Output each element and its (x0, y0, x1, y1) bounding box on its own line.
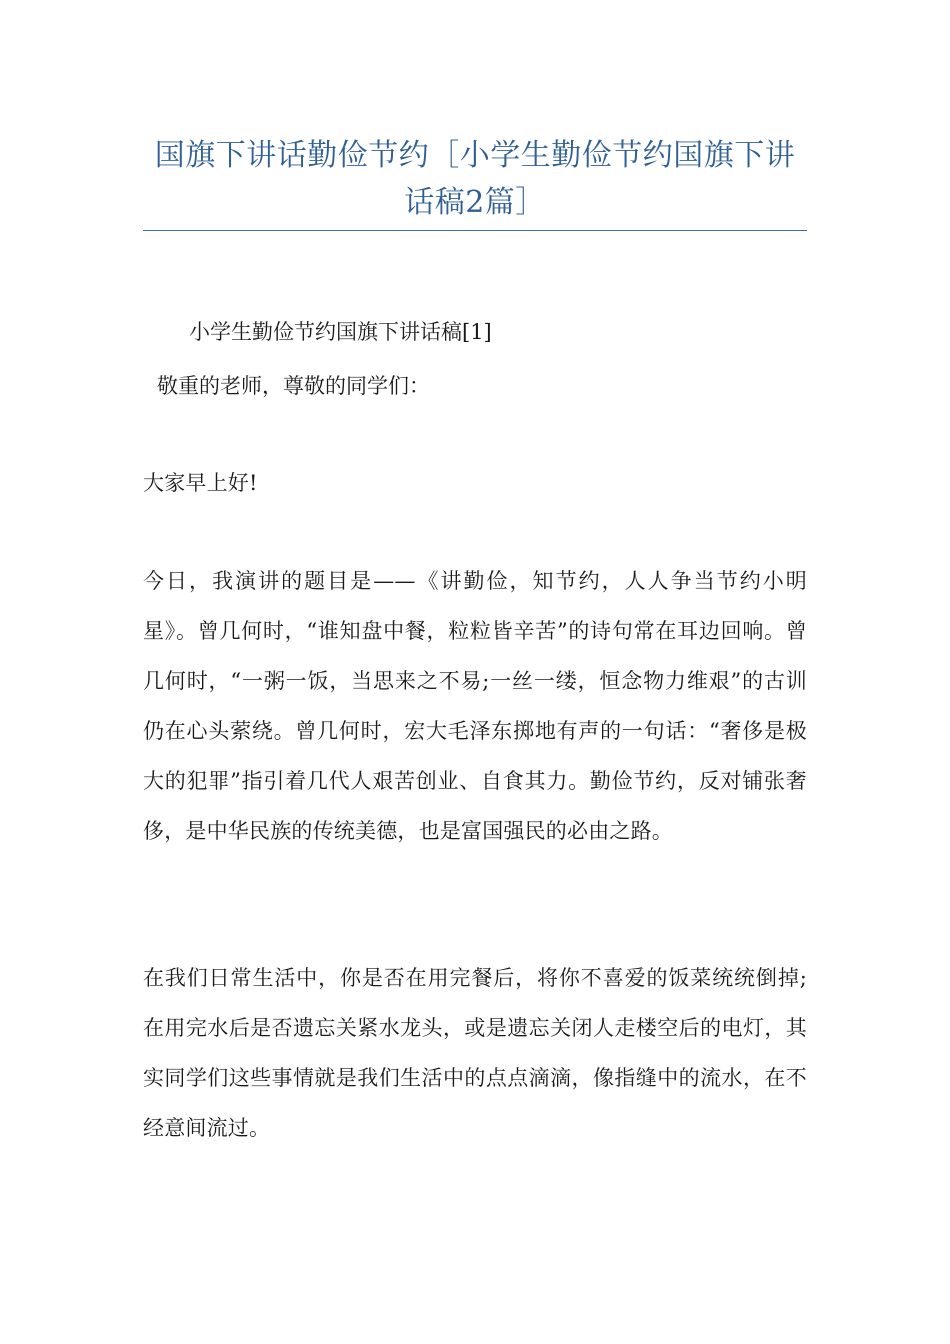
title-underline (143, 230, 807, 231)
greeting-paragraph: 大家早上好! (143, 471, 258, 495)
speech-subtitle: 小学生勤俭节约国旗下讲话稿[1] (189, 320, 492, 344)
body-paragraph: 在我们日常生活中，你是否在用完餐后，将你不喜爱的饭菜统统倒掉;在用完水后是否遗忘关紧水龙头，或是遗忘关闭人走楼空后的电灯，其实同学们这些事情就是我们生活中的点点滴滴，像指缝中的流水，在不经意间流过。 (143, 966, 807, 1140)
salutation: 敬重的老师，尊敬的同学们： (157, 374, 430, 398)
body-paragraph: 今日，我演讲的题目是——《讲勤俭，知节约，人人争当节约小明星》。曾几何时，“谁知盘中餐，粒粒皆辛苦”的诗句常在耳边回响。曾几何时，“一粥一饭，当思来之不易;一丝一缕，恒念物力维艰”的古训仍在心头萦绕。曾几何时，宏大毛泽东掷地有声的一句话：“奢侈是极大的犯罪”指引着几代人艰苦创业、自食其力。勤俭节约，反对铺张奢侈，是中华民族的传统美德，也是富国强民的必由之路。 (143, 569, 807, 843)
document-title: 国旗下讲话勤俭节约［小学生勤俭节约国旗下讲话稿2篇］ (154, 138, 796, 220)
